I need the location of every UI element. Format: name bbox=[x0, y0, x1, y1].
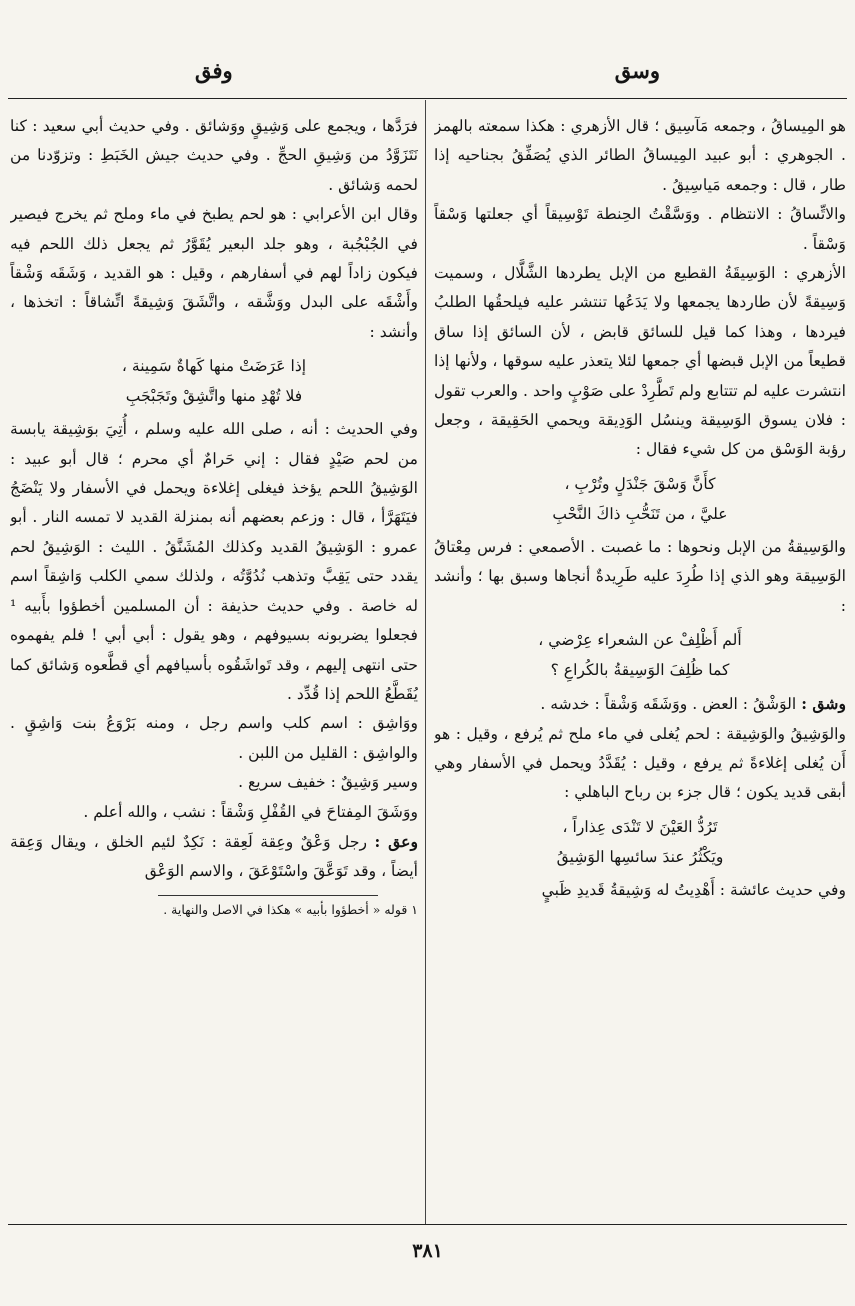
verse-line: فلا تُهْدِ منها واتَّشِقْ وتَجَبْجَبِ bbox=[125, 387, 303, 406]
paragraph: وفي الحديث : أنه ، صلى الله عليه وسلم ، أُتِيَ بوَشِيقة يابسة من لحم صَيْدٍ فقال : إني حَرامٌ أي محرم ؛ قال أبو عبيد : الوَشِيقُ اللحم يؤخذ فيغلى إغلاءة ويحمل في الأسفار ولا يَنْضَجُ فيَتَهَرَّأ ، قال : وزعم بعضهم أنه بمنزلة القديد لا تمسه النار . أبو عمرو : الوَشِيقُ القديد وكذلك المُشَنَّقُ . الليث : الوَشِيقُ لحم يقدد حتى يَقِبَّ وتذهب نُدُوَّتُه ، ولذلك سمي الكلب وَاشِقاً اسم له خاصة . وفي حديث حذيفة : أن المسلمين أخطؤوا بأَبيه ¹ فجعلوا يضربونه بسيوفهم ، وهو يقول : أبي أبي ! فلم يفهموه حتى انتهى إليهم ، وقد تَواشَقُوه بأسيافهم أي قطَّعوه وَشائق كما يُقَطَّعُ اللحم إذا قُدِّد . bbox=[10, 420, 418, 703]
footnote: ١ قوله « أخطؤوا بأبيه » هكذا في الاصل والنهاية . bbox=[163, 901, 418, 917]
paragraph: هو المِيساقُ ، وجمعه مَآسِيق ؛ قال الأزهري : هكذا سمعته بالهمز . الجوهري : أبو عبيد المِيساقُ الطائر الذي يُصَفِّقُ بجناحيه إذا طار ، قال : وجمعه مَياسِيقُ . bbox=[434, 117, 846, 194]
paragraph: وسير وَشِيقٌ : خفيف سريع . bbox=[238, 773, 418, 792]
verse-line: كما ظُلِفَ الوَسِيقةُ بالكُراعِ ؟ bbox=[550, 661, 730, 680]
entry-text: الوَشْقُ : العض . ووَشَقَه وَشْقاً : خدشه . bbox=[540, 695, 797, 714]
verse-line: عليَّ ، من تَنَحُّبِ ذاكَ النَّحْبِ bbox=[552, 504, 728, 523]
verse bbox=[434, 625, 846, 685]
paragraph: والاتِّساقُ : الانتظام . ووَسَّقْتُ الحِنطة تَوْسِيقاً أي جعلتها وَسْقاً وَسْقاً . bbox=[434, 205, 846, 253]
verse-line: تَرُدُّ العَيْنَ لا تَنْدَى عِذاراً ، bbox=[562, 817, 718, 836]
paragraph: ووَاشِق : اسم كلب واسم رجل ، ومنه بَرْوَعُ بنت وَاشِقٍ . والواشِق : القليل من اللبن . bbox=[10, 714, 418, 762]
paragraph: ووَشَقَ المِفتاحَ في القُفْلِ وَشْقاً : نشب ، والله أعلم . bbox=[83, 802, 418, 821]
paragraph: وقال ابن الأعرابي : هو لحم يطبخ في ماء وملح ثم يخرج فيصير في الجُبْجُبة ، وهو جلد البعير يُقَوَّرُ ثم يجعل ذلك اللحم فيه فيكون زاداً لهم في أسفارهم ، وقيل : هو القديد ، وَشَقَه وَشْقاً وأَشْقَه على البدل ووَشَّقه ، واتَّشَقَ وَشِيقةً اتِّشاقاً : اتخذها ، وأنشد : bbox=[10, 205, 418, 341]
page-number: ٣٨١ bbox=[412, 1240, 443, 1262]
entry-headword: وعق : bbox=[374, 831, 418, 851]
paragraph: فرَدَّها ، ويجمع على وَشِيقٍ ووَشائق . وفي حديث أبي سعيد : كنا نَتَزَوَّدُ من وَشِيقِ الحجِّ . وفي حديث جيش الخَبَطِ : وتزوّدنا من لحمه وَشائق . bbox=[10, 117, 418, 194]
verse bbox=[10, 351, 418, 411]
paragraph: وفي حديث عائشة : أَهْدِيتُ له وَشِيقةُ قَديدِ ظَبيٍ bbox=[541, 880, 846, 899]
paragraph: الأزهري : الوَسِيقَةُ القطيع من الإبل يطردها الشَّلَّال ، وسميت وَسِيقةً لأن طاردها يجمعها ولا يَدَعُها تنتشر عليه فيلحقُها الطلبُ فيردها ، وهذا كما قيل للسائق قابض ، لأن السائق إذا ساق قطيعاً من الإبل قبضها أي جمعها لئلا يتعذر عليه سوقها ، ولأنها إذا انتشرت عليه لم تتتابع ولم تَطَّرِدْ على صَوْبٍ واحد . والعرب تقول : فلان يسوق الوَسِيقة وينسُل الوَدِيقة ويحمي الحَقِيقة ، وجعل رؤبة الوَسْق من كل شيء فقال : bbox=[434, 264, 846, 459]
header-root-right: وسق bbox=[614, 58, 660, 83]
paragraph: والوَشِيقُ والوَشِيقة : لحم يُغلى في ماء ملح ثم يُرفع ، وقيل : هو أَن يُغلى إغلاءةً ثم يرفع ، وقيل : يُقَدَّدُ ويحمل في الأسفار وهي أبقى قديد يكون ؛ قال جزء بن رباح الباهلي : bbox=[434, 724, 846, 802]
verse-line: إذا عَرَضَتْ منها كَهاةٌ سَمِينة ، bbox=[121, 357, 307, 376]
paragraph: والوَسِيقةُ من الإبل ونحوها : ما غصبت . الأصمعي : فرس مِعْتاقُ الوَسِيقة وهو الذي إذا طُرِدَ عليه طَرِيدةٌ أنجاها وسبق بها ؛ وأنشد : bbox=[434, 537, 846, 615]
header-root-left: وفق bbox=[195, 58, 233, 83]
verse bbox=[434, 469, 846, 529]
verse-line: ويَكْثُرُ عندَ سائسِها الوَشِيقُ bbox=[556, 847, 724, 866]
column-divider bbox=[425, 100, 426, 1224]
entry-paragraph bbox=[434, 689, 846, 719]
bottom-rule bbox=[8, 1224, 847, 1225]
entry-text: رجل وَعْقٌ وعِقة لَعِقة : نَكِدٌ لئيم الخلق ، ويقال وَعِقة أيضاً ، وقد تَوَعَّقَ واسْتَوْعَقَ ، والاسم الوَعْق bbox=[10, 832, 418, 881]
left-column bbox=[10, 112, 418, 1218]
top-rule bbox=[8, 98, 847, 99]
entry-paragraph bbox=[10, 827, 418, 887]
footnote-separator bbox=[158, 895, 378, 896]
verse-line: كأَنَّ وَسْقَ جَنْدَلٍ وتُرْبِ ، bbox=[564, 474, 716, 493]
verse bbox=[434, 812, 846, 872]
verse-line: أَلم أَظْلِفْ عن الشعراء عِرْضي ، bbox=[538, 631, 742, 650]
right-column bbox=[434, 112, 846, 1218]
entry-headword: وشق : bbox=[801, 694, 846, 714]
